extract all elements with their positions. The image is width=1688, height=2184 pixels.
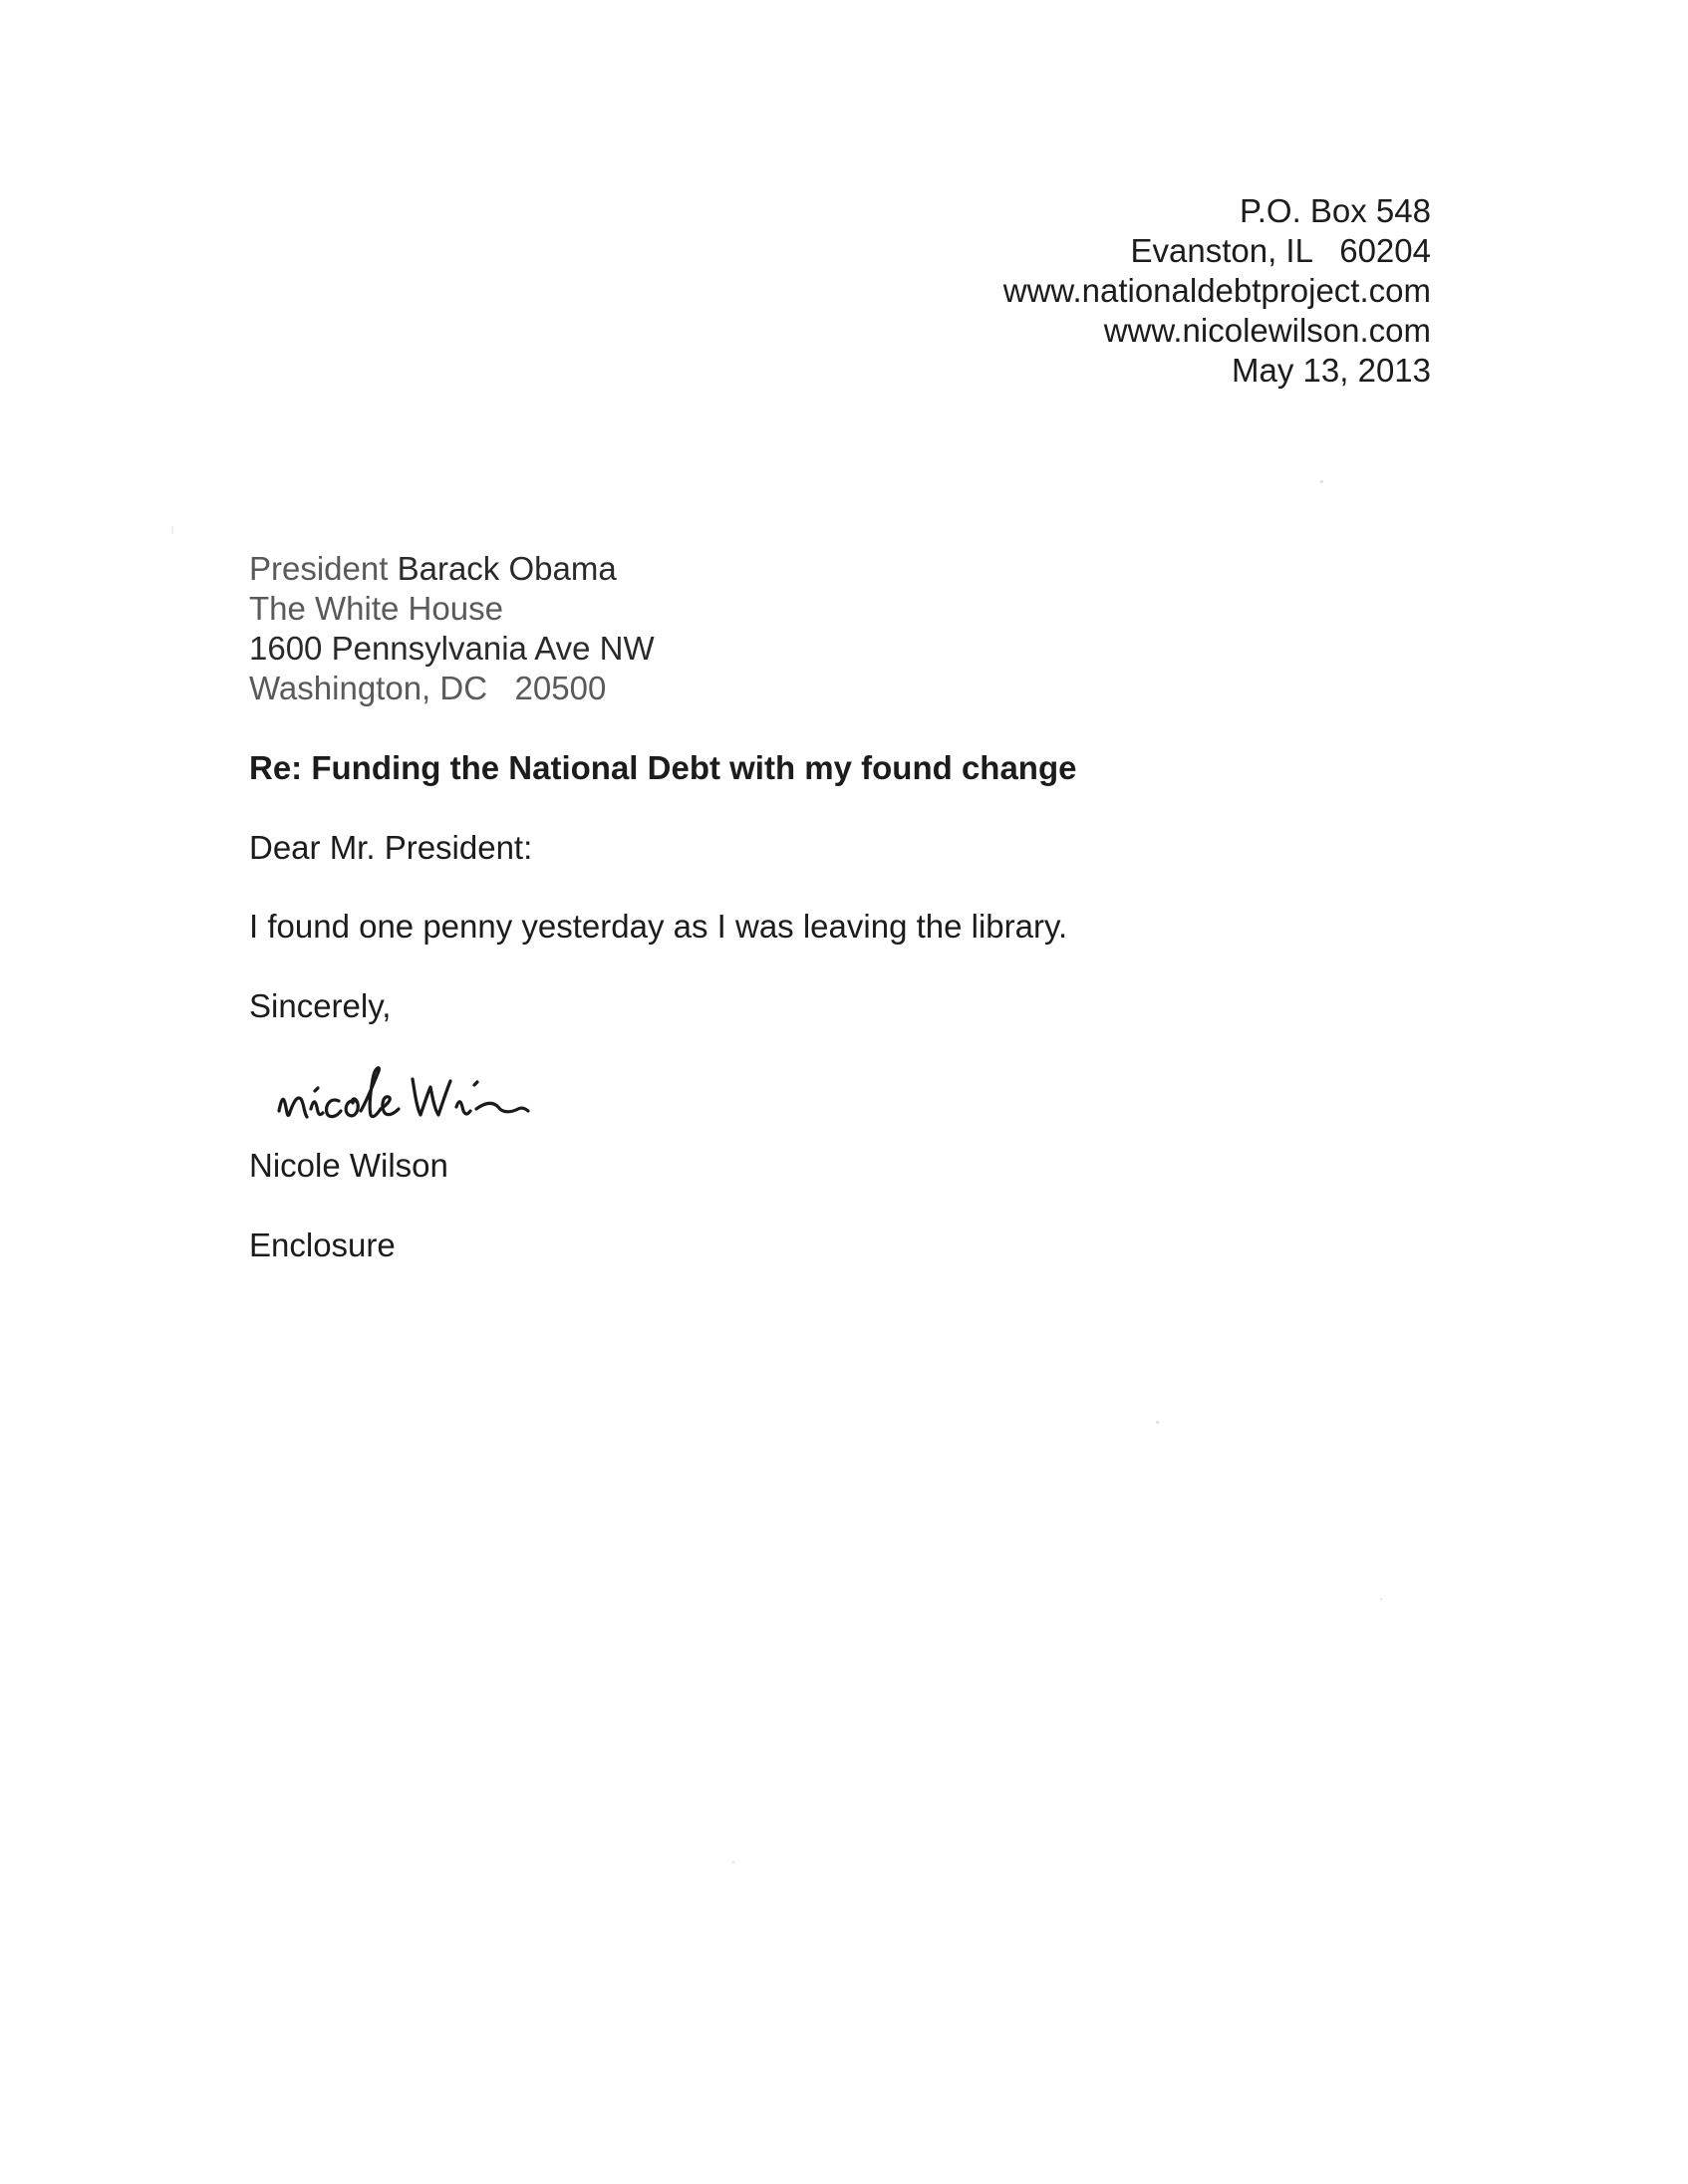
subject-line: Re: Funding the National Debt with my found change <box>249 749 1077 786</box>
recipient-address-block <box>249 549 655 708</box>
sender-po-box: P.O. Box 548 <box>1239 192 1431 229</box>
scan-speck <box>732 1861 734 1863</box>
sender-website-1: www.nationaldebtproject.com <box>1002 272 1431 309</box>
recipient-line-3: 1600 Pennsylvania Ave NW <box>249 630 655 667</box>
scan-speck <box>1380 1598 1382 1600</box>
recipient-line-4: Washington, DC 20500 <box>249 670 607 706</box>
closing: Sincerely, <box>249 987 392 1024</box>
scan-speck <box>1320 480 1323 483</box>
scan-speck <box>1156 1421 1159 1424</box>
sender-website-2: www.nicolewilson.com <box>1103 312 1431 349</box>
letter-date: May 13, 2013 <box>1232 352 1431 389</box>
recipient-name: Barack Obama <box>397 550 617 587</box>
sender-city-state-zip: Evanston, IL 60204 <box>1130 232 1431 269</box>
scan-speck <box>171 525 173 535</box>
handwritten-signature <box>271 1051 610 1151</box>
recipient-title: President <box>249 550 389 587</box>
salutation: Dear Mr. President: <box>249 829 533 866</box>
recipient-line-2: The White House <box>249 590 503 627</box>
enclosure-note: Enclosure <box>249 1227 396 1263</box>
signer-name: Nicole Wilson <box>249 1147 448 1184</box>
recipient-name-line <box>249 549 655 589</box>
sender-address-block <box>1003 191 1431 391</box>
letter-body: I found one penny yesterday as I was leaving the library. <box>249 908 1068 945</box>
